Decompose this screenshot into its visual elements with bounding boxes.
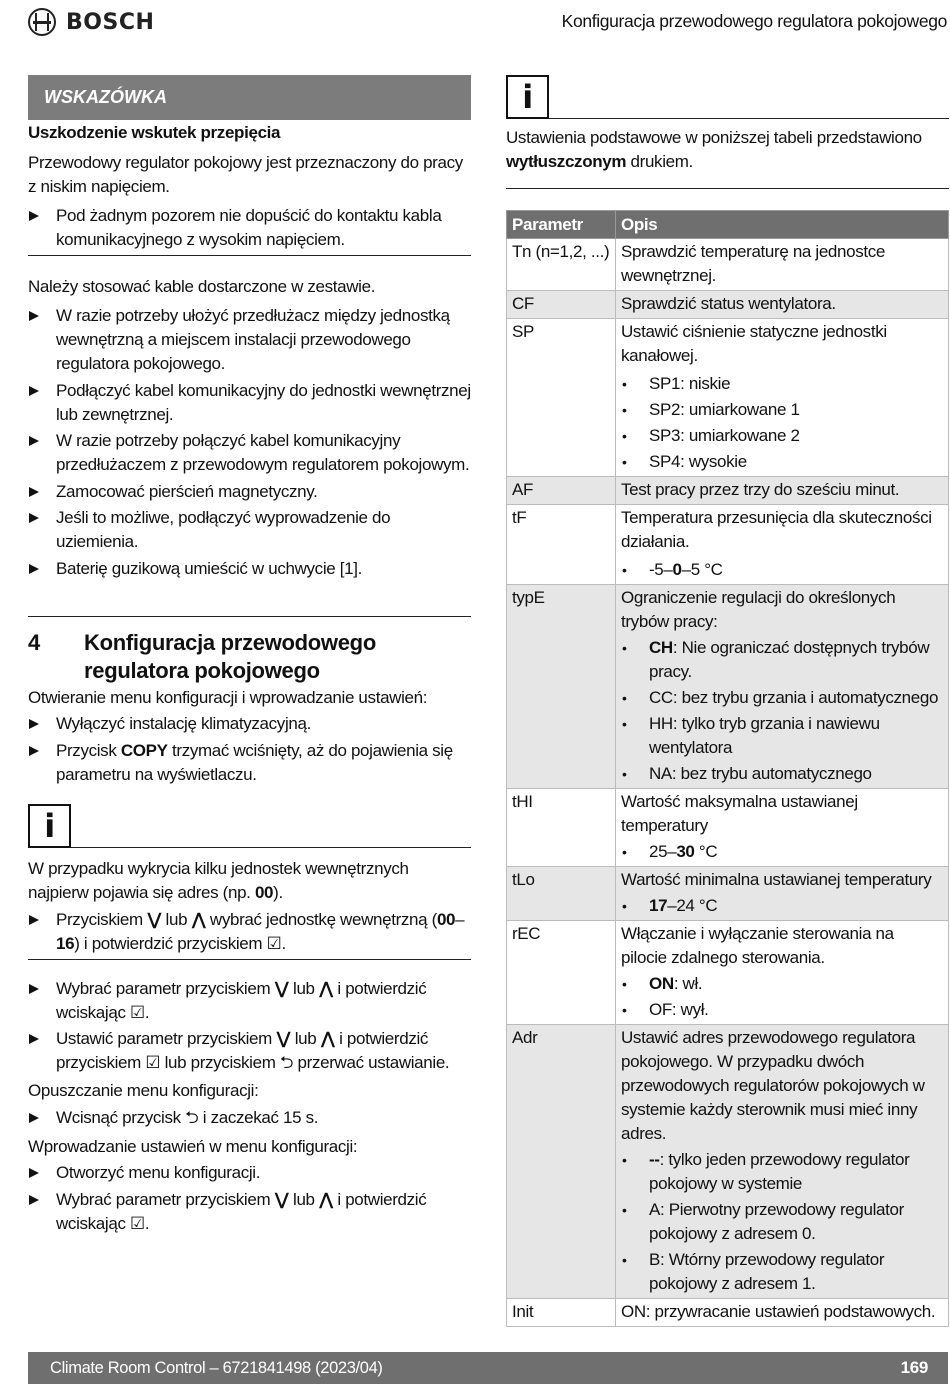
list-item: • SP1: niskie xyxy=(621,372,943,396)
table-row xyxy=(507,921,949,1025)
desc-cell: Sprawdzić status wentylatora. xyxy=(616,291,949,319)
settings-list xyxy=(28,977,471,1076)
note-item: Pod żadnym pozorem nie dopuścić do kontaktu kabla komunikacyjnego z wysokim napięciem. xyxy=(28,204,471,252)
list-item: Wybrać parametr przyciskiem ⋁ lub ⋀ i potwierdzić wciskając ☑. xyxy=(28,977,471,1025)
info-list xyxy=(28,908,471,956)
note-divider xyxy=(28,255,471,256)
table-row xyxy=(507,239,949,291)
desc-cell: Włączanie i wyłączanie sterowania na pilocie zdalnego sterowania. • ON: wł. • OF: wył. xyxy=(616,921,949,1025)
table-row xyxy=(507,1299,949,1327)
exit-list xyxy=(28,1106,471,1130)
enter-settings-text: Wprowadzanie ustawień w menu konfiguracji: xyxy=(28,1136,358,1156)
right-column xyxy=(506,75,949,1327)
param-cell: rEC xyxy=(507,921,616,1025)
list-item: • -5–0–5 °C xyxy=(621,558,943,582)
info-block-header xyxy=(28,804,471,848)
table-row xyxy=(507,477,949,505)
list-item: Otworzyć menu konfiguracji. xyxy=(28,1161,471,1185)
desc-cell: Ustawić ciśnienie statyczne jednostki kanałowej. • SP1: niskie • SP2: umiarkowane 1 • SP3: umiarkowane 2 • SP4: wysokie xyxy=(616,319,949,477)
desc-cell: Wartość minimalna ustawianej temperatury • 17–24 °C xyxy=(616,867,949,921)
table-header-row xyxy=(507,211,949,239)
list-item: Zamocować pierścień magnetyczny. xyxy=(28,480,471,504)
desc-cell: Sprawdzić temperaturę na jednostce wewnętrznej. xyxy=(616,239,949,291)
info-icon: i xyxy=(28,804,71,848)
list-item: • 17–24 °C xyxy=(621,894,943,918)
list-item: Baterię guzikową umieścić w uchwycie [1]. xyxy=(28,557,471,581)
table-row xyxy=(507,505,949,585)
intro-text: Ustawienia podstawowe w poniższej tabeli przedstawiono wytłuszczonym drukiem. xyxy=(506,128,922,171)
param-cell: Adr xyxy=(507,1025,616,1299)
note-text: Przewodowy regulator pokojowy jest przeznaczony do pracy z niskim napięciem. xyxy=(28,153,463,196)
info-block-header xyxy=(506,75,949,119)
list-item: • SP2: umiarkowane 1 xyxy=(621,398,943,422)
note-header xyxy=(28,75,471,120)
note-list xyxy=(28,204,471,252)
table-row xyxy=(507,319,949,477)
column-header-parameter: Parametr xyxy=(507,211,616,239)
down-arrow-icon: ⋁ xyxy=(274,1189,289,1209)
cables-text: Należy stosować kable dostarczone w zestawie. xyxy=(28,277,376,296)
list-item: Jeśli to możliwe, podłączyć wyprowadzenie do uziemienia. xyxy=(28,506,471,554)
param-cell: AF xyxy=(507,477,616,505)
list-item: • --: tylko jeden przewodowy regulator pokojowy w systemie xyxy=(621,1148,943,1196)
section-number: 4 xyxy=(28,629,40,655)
param-cell: Init xyxy=(507,1299,616,1327)
param-cell: SP xyxy=(507,319,616,477)
column-header-description: Opis xyxy=(616,211,949,239)
list-item: Podłączyć kabel komunikacyjny do jednostki wewnętrznej lub zewnętrznej. xyxy=(28,379,471,427)
note-label: WSKAZÓWKA xyxy=(44,87,167,107)
info-icon: i xyxy=(506,75,549,119)
list-item: Wybrać parametr przyciskiem ⋁ lub ⋀ i potwierdzić wciskając ☑. xyxy=(28,1188,471,1236)
desc-cell: Test pracy przez trzy do sześciu minut. xyxy=(616,477,949,505)
list-item: Przycisk COPY trzymać wciśnięty, aż do pojawienia się parametru na wyświetlaczu. xyxy=(28,739,471,787)
param-cell: CF xyxy=(507,291,616,319)
list-item: W razie potrzeby ułożyć przedłużacz między jednostką wewnętrzną a miejscem instalacji przewodowego regulatora pokojowego. xyxy=(28,304,471,376)
note-title: Uszkodzenie wskutek przepięcia xyxy=(28,123,281,142)
list-item: • ON: wł. xyxy=(621,972,943,996)
desc-cell: Wartość maksymalna ustawianej temperatury • 25–30 °C xyxy=(616,789,949,867)
param-cell: tLo xyxy=(507,867,616,921)
info-divider xyxy=(28,959,471,960)
desc-cell: Ograniczenie regulacji do określonych trybów pracy: • CH: Nie ograniczać dostępnych trybów pracy. • CC: bez trybu grzania i automatycznego • HH: tylko tryb grzania i nawiewu wentylatora • NA: bez trybu automatycznego xyxy=(616,585,949,789)
footer-document-info: Climate Room Control – 6721841498 (2023/04) xyxy=(50,1358,383,1377)
open-menu-list xyxy=(28,712,471,787)
table-row xyxy=(507,1025,949,1299)
down-arrow-icon: ⋁ xyxy=(147,909,162,929)
desc-cell: ON: przywracanie ustawień podstawowych. xyxy=(616,1299,949,1327)
list-item: • CC: bez trybu grzania i automatycznego xyxy=(621,686,943,710)
bosch-armature-icon xyxy=(28,8,56,36)
list-item: Wcisnąć przycisk ⮌ i zaczekać 15 s. xyxy=(28,1106,471,1130)
list-item: • SP4: wysokie xyxy=(621,450,943,474)
back-icon: ⮌ xyxy=(279,1053,294,1072)
confirm-icon: ☑ xyxy=(145,1053,161,1072)
list-item: • A: Pierwotny przewodowy regulator pokojowy z adresem 0. xyxy=(621,1198,943,1246)
settings-table xyxy=(506,210,949,1327)
section-title: Konfiguracja przewodowego regulatora pokojowego xyxy=(84,629,376,683)
table-row xyxy=(507,291,949,319)
list-item: • HH: tylko tryb grzania i nawiewu wentylatora xyxy=(621,712,943,760)
list-item: • CH: Nie ograniczać dostępnych trybów pracy. xyxy=(621,636,943,684)
down-arrow-icon: ⋁ xyxy=(274,978,289,998)
table-row xyxy=(507,585,949,789)
running-header-title: Konfiguracja przewodowego regulatora pokojowego xyxy=(561,11,947,31)
list-item: • 25–30 °C xyxy=(621,840,943,864)
up-arrow-icon: ⋀ xyxy=(319,978,334,998)
section-divider xyxy=(28,616,471,617)
up-arrow-icon: ⋀ xyxy=(191,909,206,929)
param-cell: typE xyxy=(507,585,616,789)
confirm-icon: ☑ xyxy=(129,1213,145,1233)
down-arrow-icon: ⋁ xyxy=(276,1029,291,1048)
back-icon: ⮌ xyxy=(185,1107,199,1127)
list-item: • OF: wył. xyxy=(621,998,943,1022)
copy-key: COPY xyxy=(120,740,168,760)
list-item: • SP3: umiarkowane 2 xyxy=(621,424,943,448)
list-item: Ustawić parametr przyciskiem ⋁ lub ⋀ i potwierdzić przyciskiem ☑ lub przyciskiem ⮌ przerwać ustawianie. xyxy=(28,1027,471,1075)
confirm-icon: ☑ xyxy=(129,1002,145,1022)
param-cell: tF xyxy=(507,505,616,585)
list-item: W razie potrzeby połączyć kabel komunikacyjny przedłużaczem z przewodowym regulatorem pokojowym. xyxy=(28,429,471,477)
up-arrow-icon: ⋀ xyxy=(319,1189,334,1209)
bosch-logo xyxy=(28,7,154,37)
desc-cell: Ustawić adres przewodowego regulatora pokojowego. W przypadku dwóch przewodowych regulatorów pokojowych w systemie każdy sterownik musi mieć inny adres. • --: tylko jeden przewodowy regulator pokojowy w systemie • A: Pierwotny przewodowy regulator pokojowy z adresem 0. • B: Wtórny przewodowy regulator pokojowy z adresem 1. xyxy=(616,1025,949,1299)
section-heading xyxy=(28,629,471,685)
list-item: • NA: bez trybu automatycznego xyxy=(621,762,943,786)
cables-list xyxy=(28,304,471,581)
page-number: 169 xyxy=(900,1358,928,1377)
up-arrow-icon: ⋀ xyxy=(320,1029,335,1048)
table-row xyxy=(507,789,949,867)
table-row xyxy=(507,867,949,921)
list-item: Przyciskiem ⋁ lub ⋀ wybrać jednostkę wewnętrzną (00–16) i potwierdzić przyciskiem ☑. xyxy=(28,908,471,956)
info-divider xyxy=(506,188,949,189)
list-item: • B: Wtórny przewodowy regulator pokojowy z adresem 1. xyxy=(621,1248,943,1296)
param-cell: Tn (n=1,2, ...) xyxy=(507,239,616,291)
exit-menu-text: Opuszczanie menu konfiguracji: xyxy=(28,1081,259,1100)
brand-name: BOSCH xyxy=(66,9,155,35)
confirm-icon: ☑ xyxy=(266,933,282,953)
open-menu-text: Otwieranie menu konfiguracji i wprowadzanie ustawień: xyxy=(28,687,428,707)
desc-cell: Temperatura przesunięcia dla skuteczności działania. • -5–0–5 °C xyxy=(616,505,949,585)
info-text: W przypadku wykrycia kilku jednostek wewnętrznych najpierw pojawia się adres (np. 00). xyxy=(28,858,409,902)
param-cell: tHI xyxy=(507,789,616,867)
enter-list xyxy=(28,1161,471,1236)
list-item: Wyłączyć instalację klimatyzacyjną. xyxy=(28,712,471,736)
page-footer xyxy=(28,1352,948,1384)
left-column xyxy=(28,75,471,1236)
